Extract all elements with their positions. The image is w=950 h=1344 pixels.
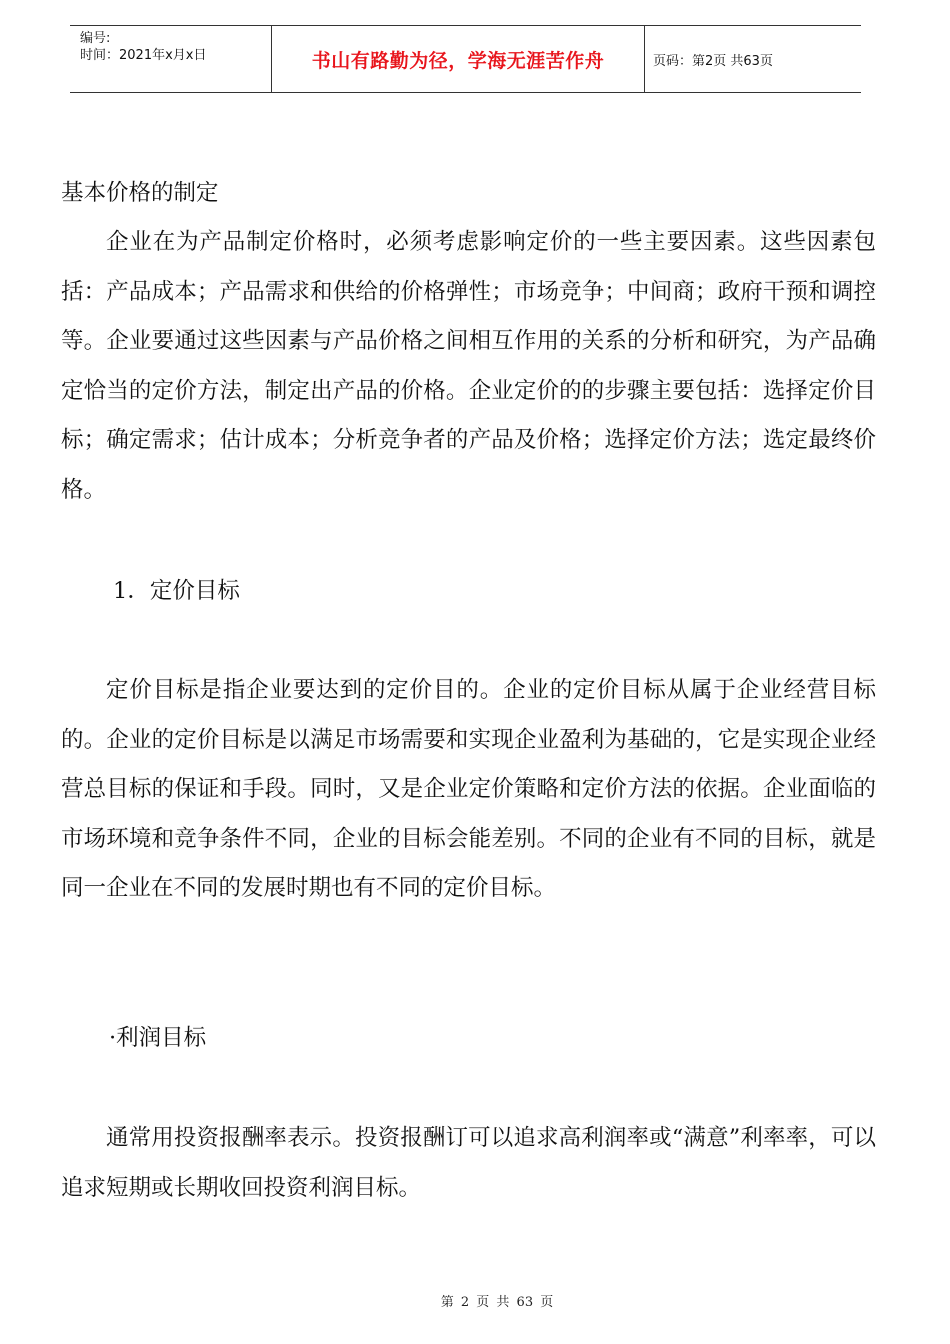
profit-objective-paragraph: 通常用投资报酬率表示。投资报酬订可以追求高利润率或“满意”利率率，可以追求短期或长期收回投资利润目标。 xyxy=(61,1125,876,1201)
pricing-objective-paragraph: 定价目标是指企业要达到的定价目的。企业的定价目标从属于企业经营目标的。企业的定价目标是以满足市场需要和实现企业盈利为基础的，它是实现企业经营总目标的保证和手段。同时，又是企业定价策略和定价方法的依据。企业面临的市场环境和竞争条件不同，企业的目标会能差别。不同的企业有不同的目标，就是同一企业在不同的发展时期也有不同的定价目标。 xyxy=(61,677,876,901)
bullet-title-profit-objective: ·利润目标 xyxy=(109,1025,207,1051)
bullet-paragraph-block xyxy=(61,1114,876,1213)
subsection-title-pricing-objective: 1．定价目标 xyxy=(113,578,240,604)
document-code-label: 编号: xyxy=(80,31,111,46)
intro-paragraph-block xyxy=(61,218,876,515)
page-header xyxy=(70,25,861,93)
header-page-info: 页码：第2页 共63页 xyxy=(653,53,773,69)
header-meta xyxy=(70,26,272,92)
intro-paragraph: 企业在为产品制定价格时，必须考虑影响定价的一些主要因素。这些因素包括：产品成本；产品需求和供给的价格弹性；市场竞争；中间商；政府干预和调控等。企业要通过这些因素与产品价格之间相互作用的关系的分析和研究，为产品确定恰当的定价方法，制定出产品的价格。企业定价的的步骤主要包括：选择定价目标；确定需求；估计成本；分析竞争者的产品及价格；选择定价方法；选定最终价格。 xyxy=(61,229,876,503)
page-footer: 第 2 页 共 63 页 xyxy=(440,1295,554,1310)
subsection-paragraph-block xyxy=(61,666,876,914)
header-motto: 书山有路勤为径，学海无涯苦作舟 xyxy=(272,26,645,92)
document-time: 时间：2021年x月x日 xyxy=(80,48,207,63)
section-title: 基本价格的制定 xyxy=(61,180,219,206)
